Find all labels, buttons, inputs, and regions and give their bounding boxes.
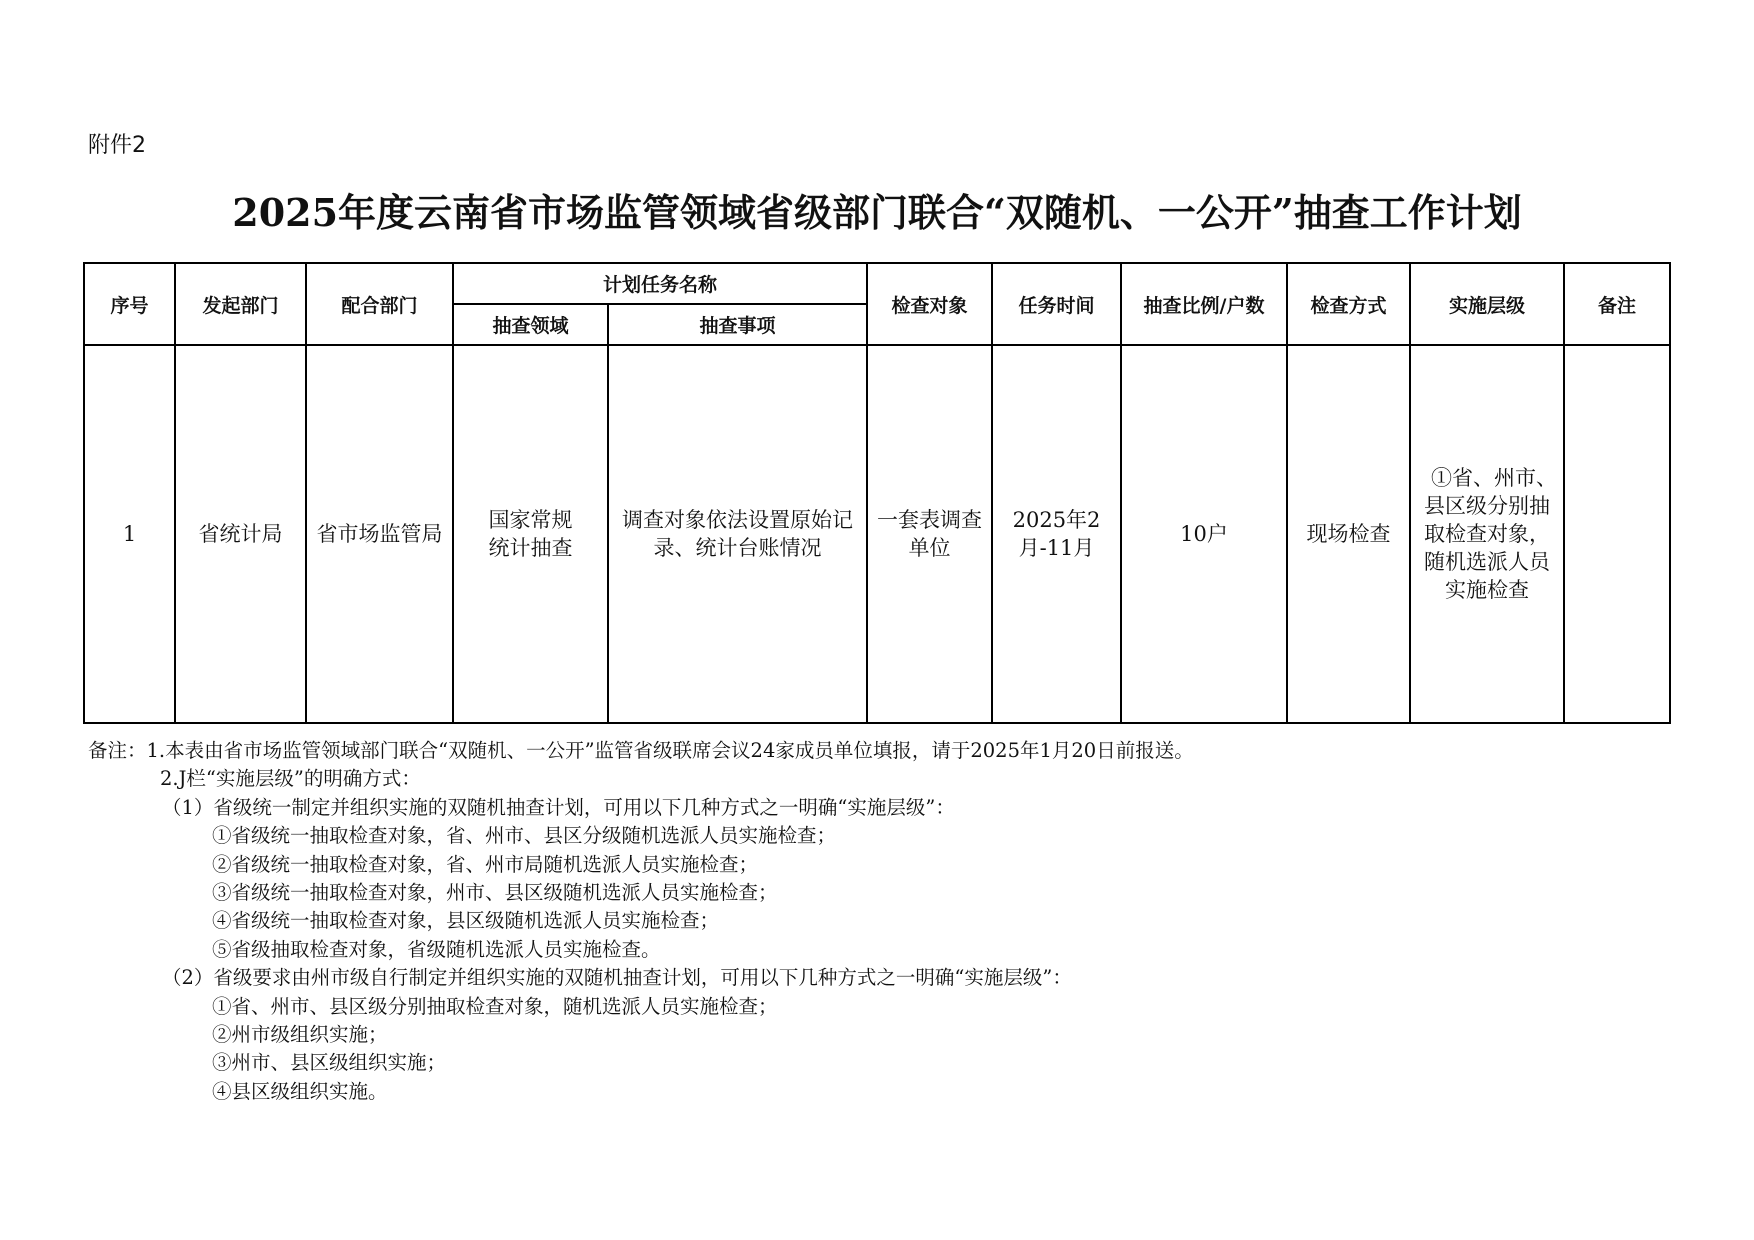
cell-level: ①省、州市、县区级分别抽取检查对象，随机选派人员实施检查 xyxy=(1410,345,1564,723)
header-field: 抽查领域 xyxy=(453,304,608,345)
cell-target: 一套表调查单位 xyxy=(867,345,992,723)
note-line: ③省级统一抽取检查对象，州市、县区级随机选派人员实施检查； xyxy=(212,881,778,905)
note-line: ①省级统一抽取检查对象，省、州市、县区分级随机选派人员实施检查； xyxy=(212,824,837,848)
note-line: （2）省级要求由州市级自行制定并组织实施的双随机抽查计划，可用以下几种方式之一明确“实施层级”： xyxy=(162,966,1072,990)
cell-remark xyxy=(1564,345,1670,723)
note-line: ③州市、县区级组织实施； xyxy=(212,1051,447,1075)
cell-method: 现场检查 xyxy=(1287,345,1410,723)
note-line: ①省、州市、县区级分别抽取检查对象，随机选派人员实施检查； xyxy=(212,994,778,1018)
notes xyxy=(88,737,1194,1106)
header-task-name: 计划任务名称 xyxy=(453,263,867,304)
cell-field: 国家常规统计抽查 xyxy=(453,345,608,723)
attachment-label: 附件2 xyxy=(88,133,146,158)
note-line: ⑤省级抽取检查对象，省级随机选派人员实施检查。 xyxy=(212,937,661,961)
note-line: 备注：1.本表由省市场监管领域部门联合“双随机、一公开”监管省级联席会议24家成员单位填报，请于2025年1月20日前报送。 xyxy=(88,739,1194,762)
header-item: 抽查事项 xyxy=(608,304,867,345)
header-initiator: 发起部门 xyxy=(175,263,306,345)
cell-initiator: 省统计局 xyxy=(175,345,306,723)
cell-item: 调查对象依法设置原始记录、统计台账情况 xyxy=(608,345,867,723)
note-line: 2.J栏“实施层级”的明确方式： xyxy=(160,767,421,791)
note-line: ④县区级组织实施。 xyxy=(212,1079,388,1103)
header-seq: 序号 xyxy=(84,263,175,345)
header-method: 检查方式 xyxy=(1287,263,1410,345)
note-line: ④省级统一抽取检查对象，县区级随机选派人员实施检查； xyxy=(212,909,720,933)
note-line: ②州市级组织实施； xyxy=(212,1023,388,1047)
header-level: 实施层级 xyxy=(1410,263,1564,345)
header-cooperator: 配合部门 xyxy=(306,263,453,345)
cell-cooperator: 省市场监管局 xyxy=(306,345,453,723)
header-remark: 备注 xyxy=(1564,263,1670,345)
cell-time: 2025年2月-11月 xyxy=(992,345,1121,723)
plan-table xyxy=(83,262,1671,724)
table-row xyxy=(84,345,1670,723)
cell-seq: 1 xyxy=(84,345,175,723)
header-ratio: 抽查比例/户数 xyxy=(1121,263,1287,345)
cell-ratio: 10户 xyxy=(1121,345,1287,723)
header-time: 任务时间 xyxy=(992,263,1121,345)
header-target: 检查对象 xyxy=(867,263,992,345)
note-line: （1）省级统一制定并组织实施的双随机抽查计划，可用以下几种方式之一明确“实施层级”： xyxy=(162,795,955,819)
note-line: ②省级统一抽取检查对象，省、州市局随机选派人员实施检查； xyxy=(212,852,759,876)
page-title: 2025年度云南省市场监管领域省级部门联合“双随机、一公开”抽查工作计划 xyxy=(232,190,1522,235)
